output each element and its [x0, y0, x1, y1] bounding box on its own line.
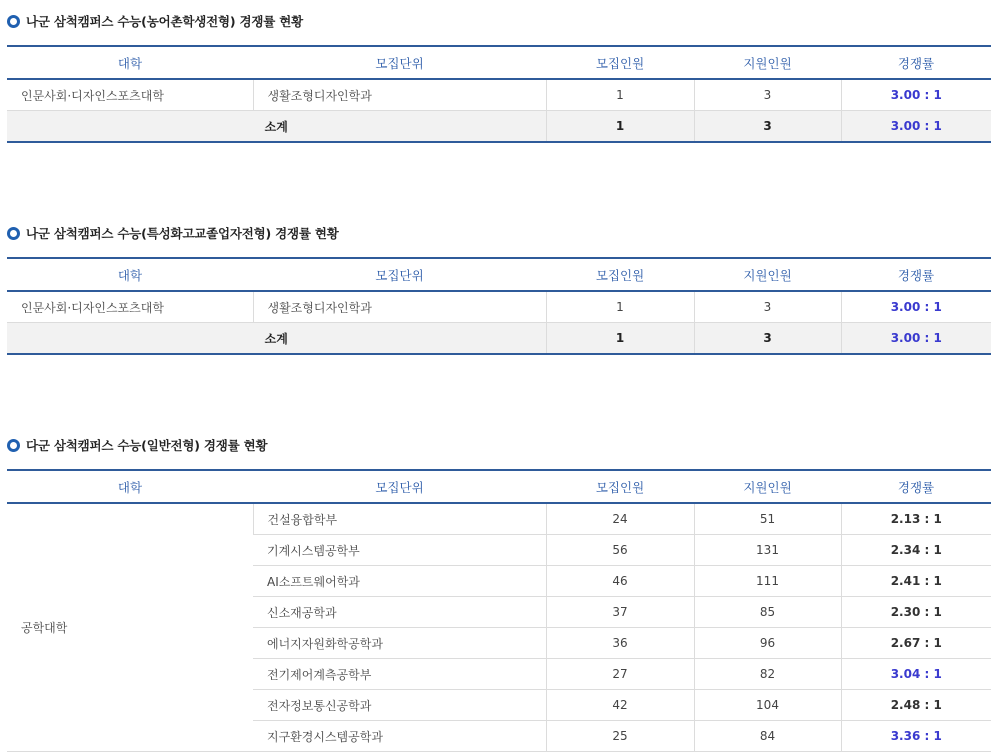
circle-bullet-icon: [7, 15, 20, 28]
rate-cell: 2.41 : 1: [841, 566, 991, 597]
table-row: [7, 291, 991, 323]
applicants-cell: 96: [694, 628, 841, 659]
applicants-cell: 3: [694, 291, 841, 323]
unit-cell: 전자정보통신공학과: [253, 690, 546, 721]
header-applicants: 지원인원: [694, 258, 841, 291]
header-applicants: 지원인원: [694, 46, 841, 79]
subtotal-applicants: 3: [694, 111, 841, 143]
quota-cell: 56: [546, 535, 694, 566]
header-applicants: 지원인원: [694, 470, 841, 503]
subtotal-rate: 3.00 : 1: [841, 323, 991, 355]
quota-cell: 36: [546, 628, 694, 659]
subtotal-quota: 1: [546, 111, 694, 143]
quota-cell: 25: [546, 721, 694, 752]
rate-cell: 2.34 : 1: [841, 535, 991, 566]
rate-cell: 2.13 : 1: [841, 503, 991, 535]
header-quota: 모집인원: [546, 46, 694, 79]
header-rate: 경쟁률: [841, 258, 991, 291]
applicants-cell: 131: [694, 535, 841, 566]
college-cell: 공학대학: [7, 503, 253, 752]
table-row: [7, 503, 991, 535]
quota-cell: 37: [546, 597, 694, 628]
rate-cell: 3.00 : 1: [841, 291, 991, 323]
unit-cell: 생활조형디자인학과: [253, 291, 546, 323]
quota-cell: 46: [546, 566, 694, 597]
subtotal-label: 소계: [7, 323, 546, 355]
header-quota: 모집인원: [546, 258, 694, 291]
subtotal-label: 소계: [7, 111, 546, 143]
applicants-cell: 51: [694, 503, 841, 535]
applicants-cell: 111: [694, 566, 841, 597]
circle-bullet-icon: [7, 439, 20, 452]
competition-table: [7, 45, 991, 143]
header-rate: 경쟁률: [841, 470, 991, 503]
subtotal-quota: 1: [546, 323, 694, 355]
college-cell: 인문사회·디자인스포츠대학: [7, 79, 253, 111]
header-college: 대학: [7, 258, 253, 291]
subtotal-row: [7, 111, 991, 143]
header-unit: 모집단위: [253, 258, 546, 291]
unit-cell: 전기제어계측공학부: [253, 659, 546, 690]
competition-table: [7, 257, 991, 355]
section-nagun-vocational: [7, 224, 991, 364]
rate-cell: 2.30 : 1: [841, 597, 991, 628]
quota-cell: 1: [546, 291, 694, 323]
unit-cell: 지구환경시스템공학과: [253, 721, 546, 752]
rate-cell: 2.48 : 1: [841, 690, 991, 721]
subtotal-applicants: 3: [694, 323, 841, 355]
applicants-cell: 3: [694, 79, 841, 111]
subtotal-rate: 3.00 : 1: [841, 111, 991, 143]
header-college: 대학: [7, 470, 253, 503]
section-title: 나군 삼척캠퍼스 수능(특성화고교졸업자전형) 경쟁률 현황: [7, 224, 339, 244]
unit-cell: 생활조형디자인학과: [253, 79, 546, 111]
header-unit: 모집단위: [253, 46, 546, 79]
quota-cell: 42: [546, 690, 694, 721]
quota-cell: 27: [546, 659, 694, 690]
applicants-cell: 85: [694, 597, 841, 628]
unit-cell: AI소프트웨어학과: [253, 566, 546, 597]
unit-cell: 신소재공학과: [253, 597, 546, 628]
competition-table: [7, 469, 991, 752]
section-title: 나군 삼척캠퍼스 수능(농어촌학생전형) 경쟁률 현황: [7, 12, 303, 32]
section-dagun-general: [7, 436, 991, 751]
table-row: [7, 79, 991, 111]
unit-cell: 에너지자원화학공학과: [253, 628, 546, 659]
college-cell: 인문사회·디자인스포츠대학: [7, 291, 253, 323]
rate-cell: 3.04 : 1: [841, 659, 991, 690]
header-college: 대학: [7, 46, 253, 79]
quota-cell: 24: [546, 503, 694, 535]
applicants-cell: 84: [694, 721, 841, 752]
section-title: 다군 삼척캠퍼스 수능(일반전형) 경쟁률 현황: [7, 436, 267, 456]
rate-cell: 3.00 : 1: [841, 79, 991, 111]
rate-cell: 2.67 : 1: [841, 628, 991, 659]
applicants-cell: 104: [694, 690, 841, 721]
header-unit: 모집단위: [253, 470, 546, 503]
applicants-cell: 82: [694, 659, 841, 690]
circle-bullet-icon: [7, 227, 20, 240]
header-rate: 경쟁률: [841, 46, 991, 79]
quota-cell: 1: [546, 79, 694, 111]
section-nagun-rural: [7, 12, 991, 152]
header-quota: 모집인원: [546, 470, 694, 503]
subtotal-row: [7, 323, 991, 355]
rate-cell: 3.36 : 1: [841, 721, 991, 752]
unit-cell: 건설융합학부: [253, 503, 546, 535]
unit-cell: 기계시스템공학부: [253, 535, 546, 566]
